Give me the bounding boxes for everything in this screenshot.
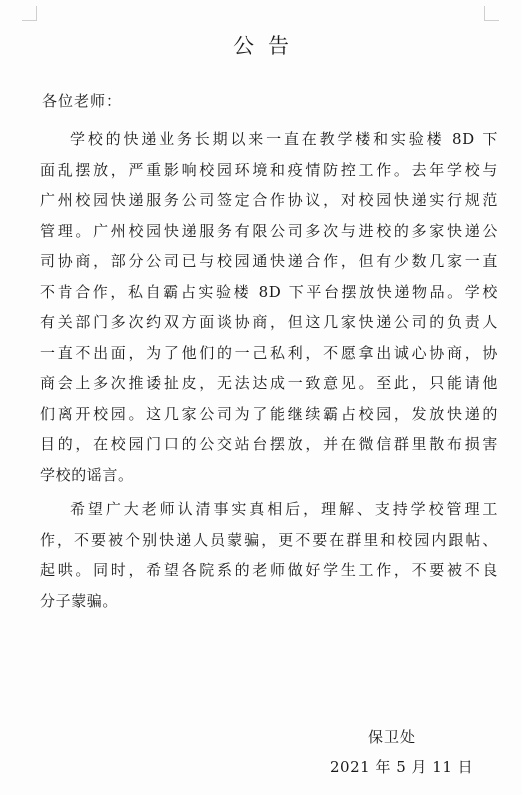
paragraph-line: 们离开校园。这几家公司为了能继续霸占校园，发放快递的	[40, 404, 498, 423]
paragraph-line: 不肯合作，私自霸占实验楼 8D 下平台摆放快递物品。学校	[40, 282, 498, 301]
paragraph-2	[40, 494, 498, 616]
paragraph-line: 学校的谣言。	[40, 465, 134, 484]
paragraph-line: 商会上多次推诿扯皮，无法达成一致意见。至此，只能请他	[40, 374, 498, 392]
notice-title: 公告	[233, 34, 303, 58]
paragraph-line: 作，不要被个别快递人员蒙骗，更不要在群里和校园内跟帖、	[40, 530, 498, 549]
paragraph-1	[40, 124, 498, 490]
page-corner-mark-top-left	[22, 6, 37, 21]
paragraph-line: 有关部门多次约双方面谈协商，但这几家快递公司的负责人	[40, 313, 498, 331]
paragraph-line: 希望广大老师认清事实真相后，理解、支持学校管理工	[70, 500, 498, 518]
signature-department: 保卫处	[368, 728, 417, 746]
notice-date: 2021 年 5 月 11 日	[330, 758, 474, 776]
paragraph-line: 面乱摆放，严重影响校园环境和疫情防控工作。去年学校与	[40, 160, 498, 179]
notice-body	[40, 124, 498, 616]
paragraph-line: 广州校园快递服务公司签定合作协议，对校园快递实行规范	[40, 191, 498, 209]
paragraph-line: 司协商，部分公司已与校园通快递合作，但有少数几家一直	[40, 252, 498, 270]
paragraph-line: 学校的快递业务长期以来一直在教学楼和实验楼 8D 下	[70, 130, 498, 148]
page-corner-mark-top-right	[484, 6, 499, 21]
paragraph-line: 一直不出面，为了他们的一己私利，不愿拿出诚心协商，协	[40, 343, 498, 362]
paragraph-line: 起哄。同时，希望各院系的老师做好学生工作，不要被不良	[40, 561, 498, 579]
paragraph-line: 目的，在校园门口的公交站台摆放，并在微信群里散布损害	[40, 435, 498, 453]
paragraph-line: 分子蒙骗。	[40, 591, 119, 610]
paragraph-line: 管理。广州校园快递服务有限公司多次与进校的多家快递公	[40, 221, 498, 240]
salutation: 各位老师：	[42, 92, 123, 110]
